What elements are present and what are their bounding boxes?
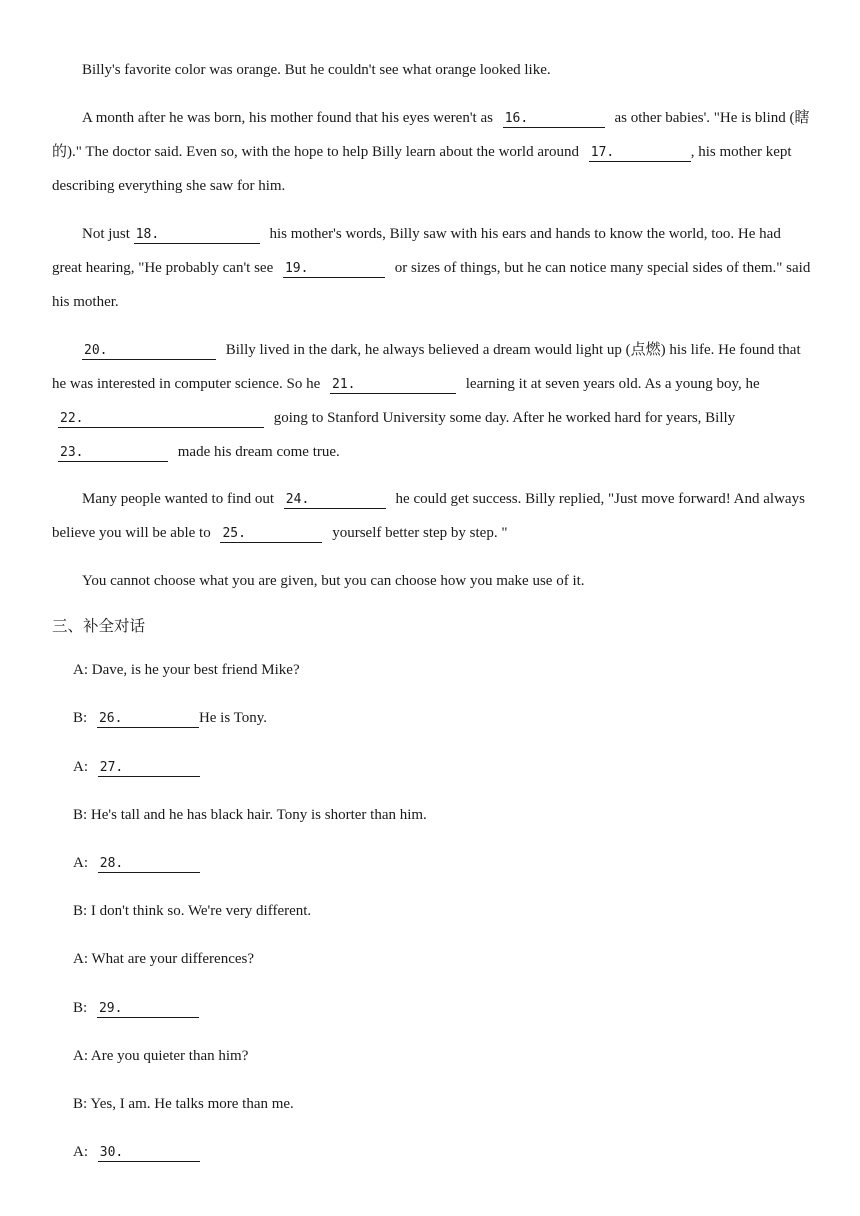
dialogue-line-11: [73, 1142, 200, 1162]
dialogue-line-2: [73, 708, 267, 728]
dialogue-line-5: [73, 853, 200, 873]
dialogue-line-1: A: Dave, is he your best friend Mike?: [73, 662, 300, 678]
paragraph-2-text-c: , his mother kept describing everything she saw for him.: [52, 144, 792, 194]
dialogue-line-8: [73, 998, 199, 1018]
dialogue-speaker: B:: [73, 1000, 91, 1016]
paragraph-4-text-b: learning it at seven years old. As a young boy, he: [462, 376, 760, 392]
paragraph-2: [52, 101, 812, 203]
dialogue-line-2-text: He is Tony.: [198, 710, 268, 726]
blank-17[interactable]: 17.: [589, 145, 691, 162]
paragraph-5-text-b: he could get success. Billy replied, "Just move forward! And always believe you will be able to: [52, 491, 805, 541]
dialogue-speaker: A:: [73, 855, 92, 871]
paragraph-4-text-a: Billy lived in the dark, he always believed a dream would light up (点燃) his life. He found that he was interested in computer science. So he: [52, 342, 801, 392]
blank-24[interactable]: 24.: [284, 492, 386, 509]
blank-28[interactable]: 28.: [98, 856, 200, 873]
paragraph-4-text-c: going to Stanford University some day. After he worked hard for years, Billy: [270, 410, 736, 426]
paragraph-2-text-a: A month after he was born, his mother found that his eyes weren't as: [82, 110, 497, 126]
blank-18[interactable]: 18.: [134, 227, 260, 244]
dialogue-line-4: B: He's tall and he has black hair. Tony is shorter than him.: [73, 807, 427, 823]
blank-22[interactable]: 22.: [58, 411, 264, 428]
paragraph-2-text-b: as other babies'. "He is blind (瞎的)." The doctor said. Even so, with the hope to help Billy learn about the world around: [52, 110, 810, 160]
blank-19[interactable]: 19.: [283, 261, 385, 278]
paragraph-3-text-a: Not just: [82, 226, 134, 242]
blank-27[interactable]: 27.: [98, 760, 200, 777]
blank-26[interactable]: 26.: [97, 711, 199, 728]
blank-30[interactable]: 30.: [98, 1145, 200, 1162]
dialogue-speaker: B:: [73, 710, 91, 726]
paragraph-5-text-c: yourself better step by step. ": [328, 525, 508, 541]
paragraph-3: [52, 217, 812, 319]
dialogue-line-9: A: Are you quieter than him?: [73, 1048, 249, 1064]
dialogue-line-6: B: I don't think so. We're very different.: [73, 903, 312, 919]
paragraph-4-text-d: made his dream come true.: [174, 444, 340, 460]
blank-21[interactable]: 21.: [330, 377, 456, 394]
blank-25[interactable]: 25.: [220, 526, 322, 543]
paragraph-4: [52, 333, 812, 469]
blank-29[interactable]: 29.: [97, 1001, 199, 1018]
blank-16[interactable]: 16.: [503, 111, 605, 128]
blank-23[interactable]: 23.: [58, 445, 168, 462]
paragraph-6-text: You cannot choose what you are given, but you can choose how you make use of it.: [82, 573, 585, 589]
dialogue-line-3: [73, 757, 200, 777]
paragraph-5: [52, 482, 812, 550]
dialogue-line-10: B: Yes, I am. He talks more than me.: [73, 1096, 294, 1112]
paragraph-1: [52, 53, 812, 87]
section-3-title: 三、补全对话: [52, 617, 146, 635]
dialogue-line-7: A: What are your differences?: [73, 951, 255, 967]
paragraph-3-text-c: or sizes of things, but he can notice many special sides of them." said his mother.: [52, 260, 811, 310]
dialogue-speaker: A:: [73, 759, 92, 775]
dialogue-speaker: A:: [73, 1144, 92, 1160]
paragraph-6: [52, 564, 812, 598]
blank-20[interactable]: 20.: [82, 343, 216, 360]
paragraph-3-text-b: his mother's words, Billy saw with his ears and hands to know the world, too. He had great hearing, "He probably can't see: [52, 226, 781, 276]
paragraph-1-text: Billy's favorite color was orange. But he couldn't see what orange looked like.: [82, 62, 551, 78]
paragraph-5-text-a: Many people wanted to find out: [82, 491, 278, 507]
